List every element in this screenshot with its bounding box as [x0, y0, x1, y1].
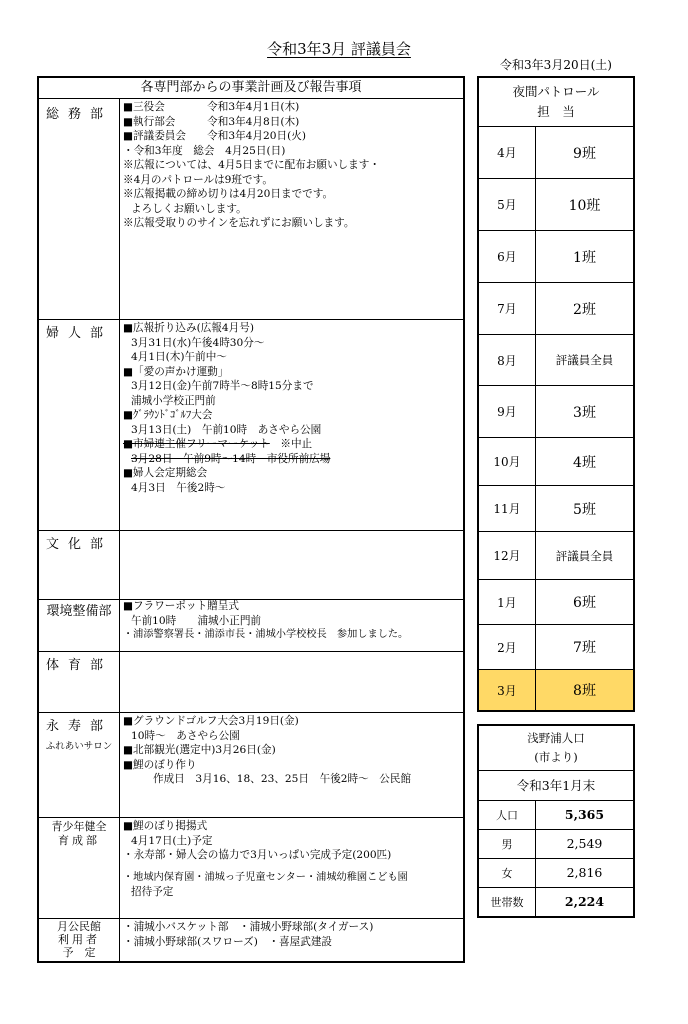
dept-label-eiju: 永寿部 [45, 719, 112, 734]
patrol-team: 評議員全員 [555, 353, 614, 367]
content-line: ■執行部会 令和3年4月8日(木) [123, 115, 300, 128]
patrol-table [477, 76, 635, 712]
content-line: ※広報受取りのサインを忘れずにお願いします。 [123, 217, 355, 229]
patrol-row [479, 438, 633, 486]
population-header-line2: (市より) [534, 750, 578, 764]
section-bunka [39, 530, 463, 600]
content-line: ※4月のパトロールは9班です。 [123, 173, 273, 186]
section-seishonen [39, 817, 463, 919]
patrol-team: 3班 [573, 404, 596, 421]
content-line: 3月12日(金)午前7時半～8時15分まで [131, 380, 314, 392]
content-line: ※広報掲載の締め切りは4月20日までです。 [123, 188, 334, 200]
section-fujin [39, 319, 463, 531]
content-line: ・浦城小野球部(スワローズ) ・喜屋武建設 [123, 935, 333, 948]
patrol-team: 5班 [573, 501, 596, 518]
section-content-eiju [123, 714, 461, 787]
dept-label-bunka: 文化部 [45, 537, 112, 552]
patrol-month: 8月 [479, 335, 536, 385]
content-line: ・地域内保育園・浦城っ子児童センター・浦城幼稚園こども園 [123, 871, 408, 883]
content-line: ・浦添警察署長・浦添市長・浦城小学校校長 参加しました。 [123, 629, 409, 640]
patrol-row [479, 231, 633, 283]
dept-label-kankyo: 環境整備部 [46, 604, 112, 619]
content-line: ・永寿部・婦人会の協力で3月いっぱい完成予定(200匹) [123, 849, 392, 861]
patrol-month: 1月 [479, 580, 536, 624]
patrol-month: 2月 [479, 625, 536, 669]
content-line: 作成日 3月16、18、23、25日 午後2時～ 公民館 [153, 773, 412, 785]
patrol-month: 12月 [479, 532, 536, 579]
patrol-team: 8班 [573, 683, 596, 699]
population-table [477, 724, 635, 918]
patrol-team: 7班 [573, 640, 596, 656]
content-line: ・浦城小バスケット部 ・浦城小野球部(タイガース) [123, 921, 374, 933]
dept-label-fujin: 婦人部 [45, 326, 112, 341]
patrol-team: 10班 [568, 197, 601, 214]
content-line: 浦城小学校正門前 [131, 394, 216, 407]
population-header-line1: 浅野浦人口 [527, 731, 585, 745]
cancelled-note: ※中止 [280, 438, 313, 450]
population-label: 人口 [479, 800, 536, 829]
content-line: 3月31日(水)午後4時30分～ [131, 336, 265, 349]
patrol-header-line2: 担 当 [537, 104, 575, 119]
section-content-somu [123, 100, 461, 231]
patrol-month: 9月 [479, 386, 536, 437]
content-line: ■広報折り込み(広報4月号) [123, 322, 254, 334]
meeting-date: 令和3年3月20日(土) [500, 58, 612, 72]
patrol-month: 4月 [479, 127, 536, 178]
content-line: 午前10時 浦城小正門前 [131, 614, 262, 627]
population-row [479, 887, 633, 916]
dept-label-taiiku: 体育部 [45, 658, 112, 673]
patrol-team: 6班 [573, 595, 596, 611]
content-line: ■北部観光(選定中)3月26日(金) [123, 744, 276, 756]
patrol-team: 1班 [573, 249, 596, 266]
dept-label-kominkan-2: 利用者 [58, 933, 100, 946]
section-taiiku [39, 651, 463, 713]
patrol-row [479, 580, 633, 625]
patrol-header-line1: 夜間パトロール [512, 84, 600, 99]
content-line: ■鯉のぼり作り [123, 758, 197, 771]
section-somu [39, 98, 463, 320]
patrol-month: 6月 [479, 231, 536, 282]
section-content-seishonen [123, 819, 461, 900]
patrol-month: 10月 [479, 438, 536, 485]
population-date: 令和3年1月末 [479, 771, 633, 801]
content-line: ■鯉のぼり掲揚式 [123, 820, 208, 832]
dept-label-kominkan-3: 予 定 [62, 946, 96, 959]
section-content-kankyo [123, 599, 461, 643]
population-header [479, 726, 633, 771]
dept-label-kominkan-1: 月公民館 [57, 920, 101, 933]
population-label: 男 [479, 829, 536, 858]
dept-label-seishonen-1: 青少年健全 [51, 820, 107, 833]
dept-sublabel-eiju: ふれあいサロン [45, 741, 113, 752]
population-value: 5,365 [564, 807, 605, 822]
content-line: ■ｸﾞﾗｳﾝﾄﾞｺﾞﾙﾌ大会 [123, 409, 213, 421]
patrol-month: 7月 [479, 283, 536, 334]
content-line: 4月1日(木)午前中～ [131, 351, 227, 363]
population-value: 2,224 [564, 894, 605, 909]
content-line: ■婦人会定期総会 [123, 467, 208, 479]
content-line: ・令和3年度 総会 4月25日(日) [123, 144, 286, 157]
section-content-fujin [123, 321, 461, 495]
patrol-team: 9班 [573, 145, 596, 162]
population-row [479, 800, 633, 830]
content-line: 4月17日(土)予定 [131, 834, 213, 847]
population-value: 2,816 [566, 865, 603, 880]
content-line: ■三役会 令和3年4月1日(木) [123, 101, 300, 113]
content-line: 4月3日 午後2時～ [131, 481, 226, 494]
content-line: ■グラウンドゴルフ大会3月19日(金) [123, 715, 299, 727]
patrol-row [479, 335, 633, 386]
content-line: ■「愛の声かけ運動」 [123, 365, 229, 378]
population-value: 2,549 [566, 836, 603, 851]
content-line: ■フラワーポット贈呈式 [123, 600, 239, 612]
patrol-row [479, 179, 633, 231]
content-line: ※広報については、4月5日までに配布お願いします・ [123, 159, 380, 171]
content-line: よろしくお願いします。 [131, 202, 247, 215]
section-kankyo [39, 599, 463, 652]
patrol-row [479, 283, 633, 335]
section-eiju [39, 712, 463, 818]
report-table [37, 76, 465, 963]
cancelled-event: ■市婦連主催フリーマーケット [123, 438, 270, 450]
content-line: 招待予定 [131, 886, 174, 898]
content-line: 3月13日(土) 午前10時 あさやら公園 [131, 423, 322, 436]
patrol-team: 2班 [573, 301, 596, 318]
section-content-kominkan [123, 920, 461, 949]
population-row [479, 829, 633, 859]
population-label: 世帯数 [479, 887, 536, 916]
patrol-team: 評議員全員 [555, 548, 614, 563]
patrol-month: 11月 [479, 486, 536, 531]
dept-label-seishonen-2: 育成部 [58, 834, 100, 847]
content-line: ■評議委員会 令和3年4月20日(火) [123, 130, 306, 142]
section-kominkan [39, 918, 463, 963]
patrol-table-header [479, 78, 633, 127]
patrol-row [479, 532, 633, 580]
patrol-month: 5月 [479, 179, 536, 230]
patrol-row [479, 625, 633, 670]
patrol-team: 4班 [573, 454, 596, 471]
report-table-header: 各専門部からの事業計画及び報告事項 [39, 78, 463, 99]
patrol-row [479, 386, 633, 438]
patrol-row [479, 486, 633, 532]
content-line-cancelled-detail: 3月28日 午前9時～14時 市役所前広場 [131, 452, 331, 465]
content-line-cancelled [123, 437, 461, 452]
dept-label-somu: 総務部 [45, 107, 112, 122]
patrol-month: 3月 [479, 670, 536, 710]
population-row [479, 858, 633, 888]
patrol-row [479, 127, 633, 179]
population-label: 女 [479, 858, 536, 887]
patrol-row-current [479, 670, 633, 710]
document-title: 令和3年3月 評議員会 [267, 40, 411, 58]
content-line: 10時～ あさやら公園 [131, 729, 240, 742]
